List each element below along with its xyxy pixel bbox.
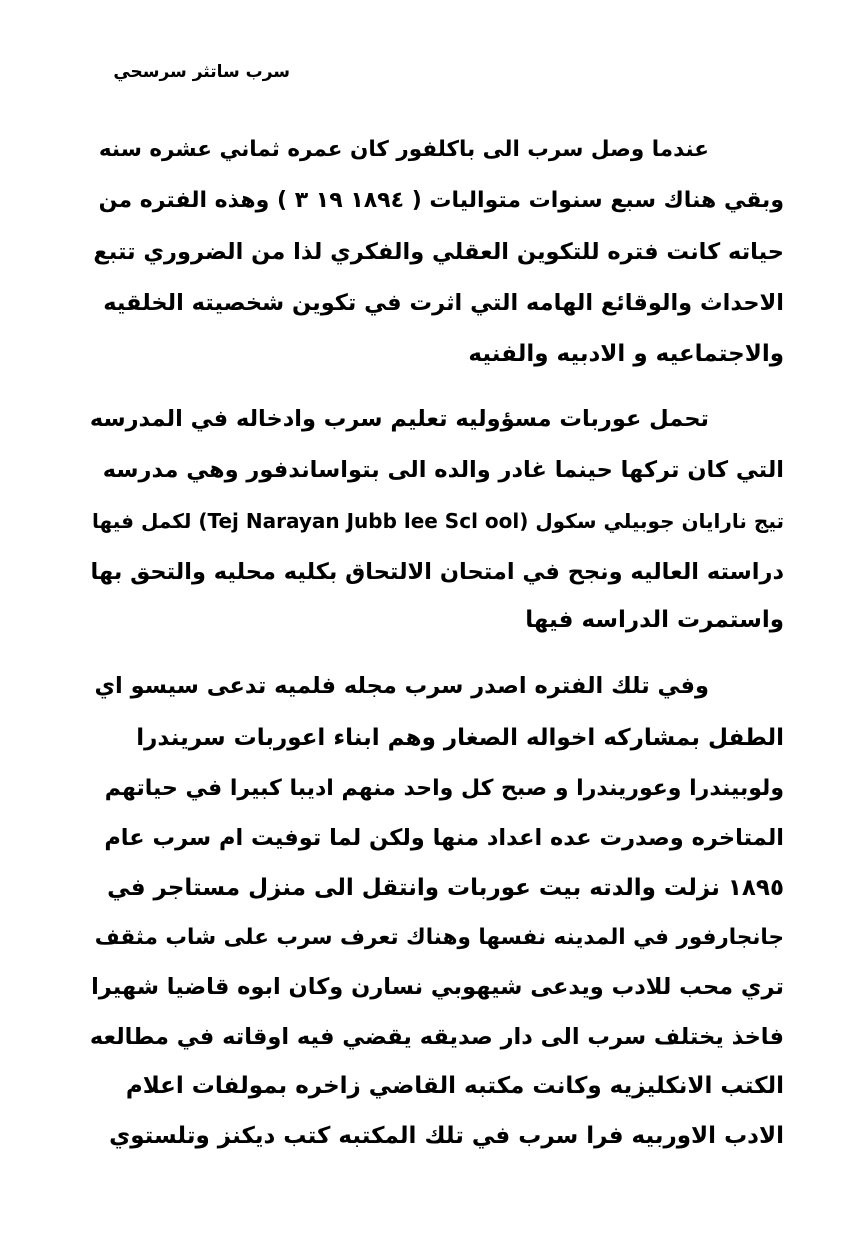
text-line: ١٨٩٥ نزلت والدته بيت عوربات وانتقل الى منزل مستاجر في — [107, 875, 784, 901]
text-line: التي كان تركها حينما غادر والده الى بتواساندفور وهي مدرسه — [102, 457, 784, 483]
text-line: عندما وصل سرب الى باكلفور كان عمره ثماني عشره سنه — [98, 137, 709, 162]
text-line: الادب الاوربيه فرا سرب في تلك المكتبه كتب ديكنز وتلستوي — [109, 1123, 784, 1149]
text-line: الكتب الانكليزيه وكانت مكتبه القاضي زاخره بمولفات اعلام — [125, 1073, 784, 1099]
text-line: والاجتماعيه و الادبيه والفنيه — [468, 341, 784, 367]
text-line: واستمرت الدراسه فيها — [525, 607, 784, 633]
text-line: الطفل بمشاركه اخواله الصغار وهم ابناء اعوربات سريندرا — [136, 725, 784, 751]
text-line: وبقي هناك سبع سنوات متواليات ( ١٨٩٤ ١٩ ٣ ) وهذه الفتره من — [98, 188, 784, 213]
text-line: دراسته العاليه ونجح في امتحان الالتحاق بكليه محليه والتحق بها — [90, 559, 784, 585]
text-line: فاخذ يختلف سرب الى دار صديقه يقضي فيه اوقاته في مطالعه — [89, 1024, 784, 1050]
text-line: جانجارفور في المدينه نفسها وهناك تعرف سرب على شاب مثقف — [94, 925, 784, 950]
text-line: وفي تلك الفتره اصدر سرب مجله فلميه تدعى سيسو اي — [94, 673, 709, 699]
text-line: تحمل عوربات مسؤوليه تعليم سرب وادخاله في المدرسه — [89, 406, 709, 432]
text-line: تيج نارايان جوبيلي سكول (Tej Narayan Jubb lee Scl ool) لكمل فيها — [92, 509, 784, 533]
text-line: ولوبيندرا وعوريندرا و صبح كل واحد منهم اديبا كبيرا في حياتهم — [104, 776, 784, 801]
page-header: سرب ساتثر سرسحي — [113, 62, 290, 82]
text-line: المتاخره وصدرت عده اعداد منها ولكن لما توفيت ام سرب عام — [104, 825, 784, 851]
text-line: حياته كانت فتره للتكوين العقلي والفكري لذا من الضروري تتبع — [93, 239, 784, 265]
text-line: تري محب للادب ويدعى شيهوبي نسارن وكان ابوه قاضيا شهيرا — [91, 974, 784, 1000]
text-line: الاحداث والوقائع الهامه التي اثرت في تكوين شخصيته الخلقيه — [103, 290, 784, 316]
